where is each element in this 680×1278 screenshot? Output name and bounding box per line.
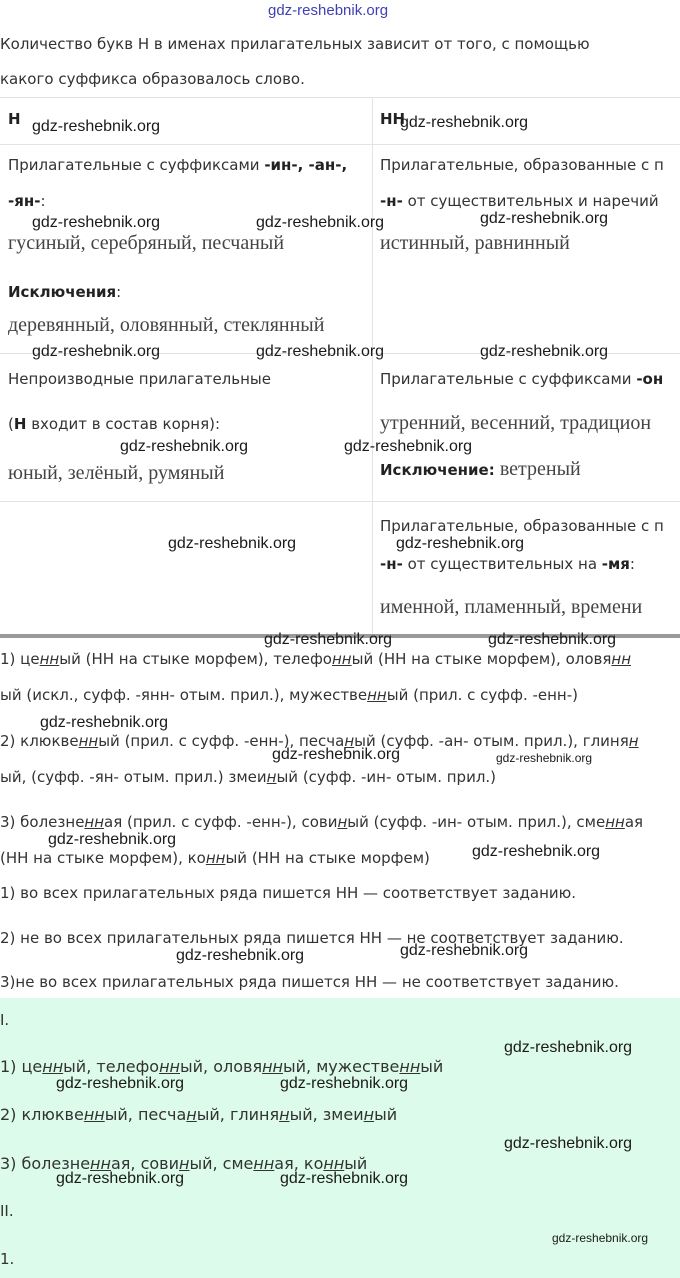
watermark: gdz-reshebnik.org	[480, 343, 609, 360]
conclusion-line: 1) во всех прилагательных ряда пишется НН — соответствует заданию.	[0, 884, 577, 902]
table-border	[0, 501, 680, 502]
analysis-line: 3) болезненная (прил. с суфф. -енн-), совиный (суфф. -ин- отым. прил.), сменная	[0, 813, 644, 831]
watermark: gdz-reshebnik.org	[488, 631, 617, 648]
r1c2-examples: истинный, равнинный	[380, 232, 570, 254]
watermark: gdz-reshebnik.org	[280, 1170, 409, 1187]
answer-roman-2: II.	[0, 1202, 14, 1220]
column-header-n: Н	[8, 110, 21, 128]
r3c2-examples: именной, пламенный, времени	[380, 596, 643, 618]
watermark: gdz-reshebnik.org	[496, 751, 593, 765]
watermark: gdz-reshebnik.org	[40, 714, 169, 731]
analysis-line: 2) клюквенный (прил. с суфф. -енн-), песчаный (суфф. -ан- отым. прил.), глинян	[0, 732, 639, 750]
r2c2-description: Прилагательные с суффиксами -он	[380, 370, 664, 388]
answer-line: 3) болезненная, совиный, сменная, конный	[0, 1154, 368, 1173]
r1c2-description: Прилагательные, образованные с п	[380, 156, 664, 174]
watermark: gdz-reshebnik.org	[400, 942, 529, 959]
watermark: gdz-reshebnik.org	[56, 1075, 185, 1092]
r1c1-description: Прилагательные с суффиксами -ин-, -ан-,	[8, 156, 348, 174]
r2c2-exception: Исключение: ветреный	[380, 458, 581, 480]
watermark: gdz-reshebnik.org	[256, 343, 385, 360]
r2c2-examples: утренний, весенний, традицион	[380, 412, 652, 434]
r2c1-examples: юный, зелёный, румяный	[8, 462, 225, 484]
intro-line-1: Количество букв Н в именах прилагательных зависит от того, с помощью	[0, 35, 590, 53]
r1c1-exceptions: деревянный, оловянный, стеклянный	[8, 314, 325, 336]
watermark: gdz-reshebnik.org	[168, 535, 297, 552]
watermark: gdz-reshebnik.org	[552, 1231, 649, 1245]
watermark: gdz-reshebnik.org	[400, 114, 529, 131]
watermark: gdz-reshebnik.org	[32, 214, 161, 231]
table-border-top	[0, 97, 680, 98]
watermark: gdz-reshebnik.org	[280, 1075, 409, 1092]
analysis-line: 1) ценный (НН на стыке морфем), телефонный (НН на стыке морфем), оловянн	[0, 650, 632, 668]
watermark: gdz-reshebnik.org	[480, 210, 609, 227]
intro-line-2: какого суффикса образовалось слово.	[0, 70, 305, 88]
watermark: gdz-reshebnik.org	[264, 631, 393, 648]
watermark: gdz-reshebnik.org	[56, 1170, 185, 1187]
watermark: gdz-reshebnik.org	[272, 746, 401, 763]
watermark: gdz-reshebnik.org	[396, 535, 525, 552]
r1c2-description-cont: -н- от существительных и наречий	[380, 192, 659, 210]
table-border	[0, 144, 680, 145]
answer-line: 1) ценный, телефонный, оловянный, мужественный	[0, 1057, 444, 1076]
analysis-line: ый (искл., суфф. -янн- отым. прил.), мужественный (прил. с суфф. -енн-)	[0, 686, 579, 704]
table-column-divider	[372, 97, 373, 634]
watermark: gdz-reshebnik.org	[504, 1039, 633, 1056]
watermark: gdz-reshebnik.org	[48, 831, 177, 848]
conclusion-line: 3)не во всех прилагательных ряда пишется НН — не соответствует заданию.	[0, 973, 619, 991]
answer-line: 2) клюквенный, песчаный, глиняный, змеиный	[0, 1105, 398, 1124]
r3c2-description-cont: -н- от существительных на -мя:	[380, 555, 635, 573]
watermark: gdz-reshebnik.org	[32, 118, 161, 135]
watermark: gdz-reshebnik.org	[268, 2, 389, 19]
watermark: gdz-reshebnik.org	[344, 438, 473, 455]
watermark: gdz-reshebnik.org	[32, 343, 161, 360]
answer-last-item: 1.	[0, 1250, 15, 1268]
r1c1-exceptions-label: Исключения:	[8, 283, 122, 301]
r1c1-examples: гусиный, серебряный, песчаный	[8, 232, 285, 254]
r2c1-description-cont: (Н входит в состав корня):	[8, 415, 221, 433]
watermark: gdz-reshebnik.org	[504, 1135, 633, 1152]
watermark: gdz-reshebnik.org	[256, 214, 385, 231]
watermark: gdz-reshebnik.org	[472, 843, 601, 860]
r2c1-description: Непроизводные прилагательные	[8, 370, 271, 388]
watermark: gdz-reshebnik.org	[120, 438, 249, 455]
answer-roman-1: I.	[0, 1011, 10, 1029]
watermark: gdz-reshebnik.org	[176, 947, 305, 964]
column-header-nn: НН	[380, 110, 406, 128]
analysis-line: (НН на стыке морфем), конный (НН на стыке морфем)	[0, 849, 430, 867]
r1c1-description-cont: -ян-:	[8, 192, 46, 210]
r3c2-description: Прилагательные, образованные с п	[380, 517, 664, 535]
analysis-line: ый, (суфф. -ян- отым. прил.) змеиный (суфф. -ин- отым. прил.)	[0, 768, 497, 786]
conclusion-line: 2) не во всех прилагательных ряда пишется НН — не соответствует заданию.	[0, 929, 624, 947]
